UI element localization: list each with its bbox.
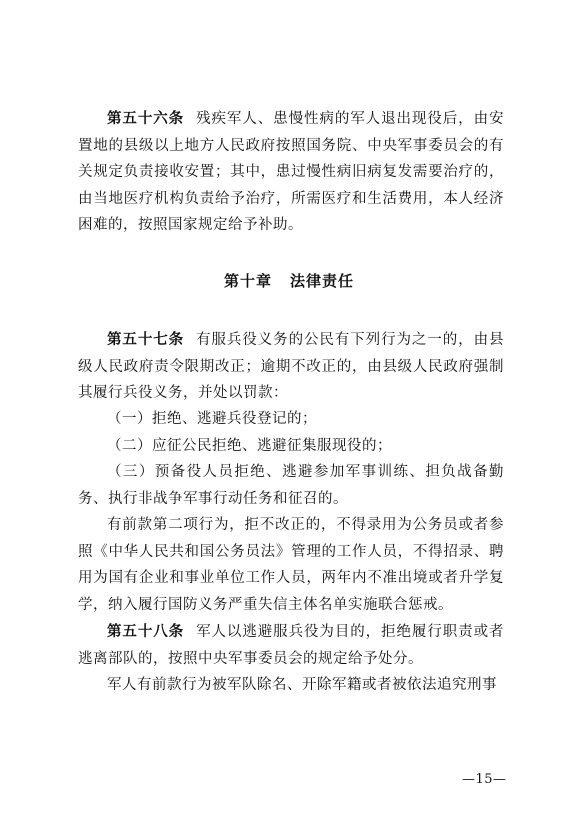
article-57-paragraph <box>78 327 504 407</box>
article-57-label: 第五十七条 <box>107 332 185 348</box>
article-58-label: 第五十八条 <box>107 624 185 640</box>
article-57-item-2: （二）应征公民拒绝、逃避征集服现役的； <box>107 438 392 454</box>
chapter-number: 第十章 <box>223 272 272 290</box>
article-57-item-1: （一）拒绝、逃避兵役登记的； <box>107 411 317 427</box>
article-57-text: 有服兵役义务的公民有下列行为之一的，由县级人民政府责令限期改正；逾期不改正的，由县级人民政府强制其履行兵役义务，并处以罚款： <box>78 332 505 401</box>
article-57-continuation: 有前款第二项行为，拒不改正的，不得录用为公务员或者参照《中华人民共和国公务员法》管理的工作人员，不得招录、聘用为国有企业和事业单位工作人员，两年内不准出境或者升学复学，纳入履行国防义务严重失信主体名单实施联合惩戒。 <box>78 517 504 613</box>
article-57-item-3: （三）预备役人员拒绝、逃避参加军事训练、担负战备勤务、执行非战争军事行动任务和征召的。 <box>78 464 504 507</box>
article-56-text: 残疾军人、患慢性病的军人退出现役后，由安置地的县级以上地方人民政府按照国务院、中央军事委员会的有关规定负责接收安置；其中，患过慢性病旧病复发需要治疗的，由当地医疗机构负责给予治疗，所需医疗和生活费用，本人经济困难的，按照国家规定给予补助。 <box>78 111 505 233</box>
chapter-heading <box>0 270 578 291</box>
page-number: —15— <box>462 772 507 787</box>
article-58-text: 军人以逃避服兵役为目的，拒绝履行职责或者逃离部队的，按照中央军事委员会的规定给予处分。 <box>78 624 505 667</box>
article-58-continuation: 军人有前款行为被军队除名、开除军籍或者被依法追究刑事 <box>107 677 497 693</box>
article-58-paragraph <box>78 619 504 672</box>
article-56-label: 第五十六条 <box>107 111 185 127</box>
chapter-title: 法律责任 <box>290 272 355 290</box>
article-56-paragraph <box>78 106 504 239</box>
